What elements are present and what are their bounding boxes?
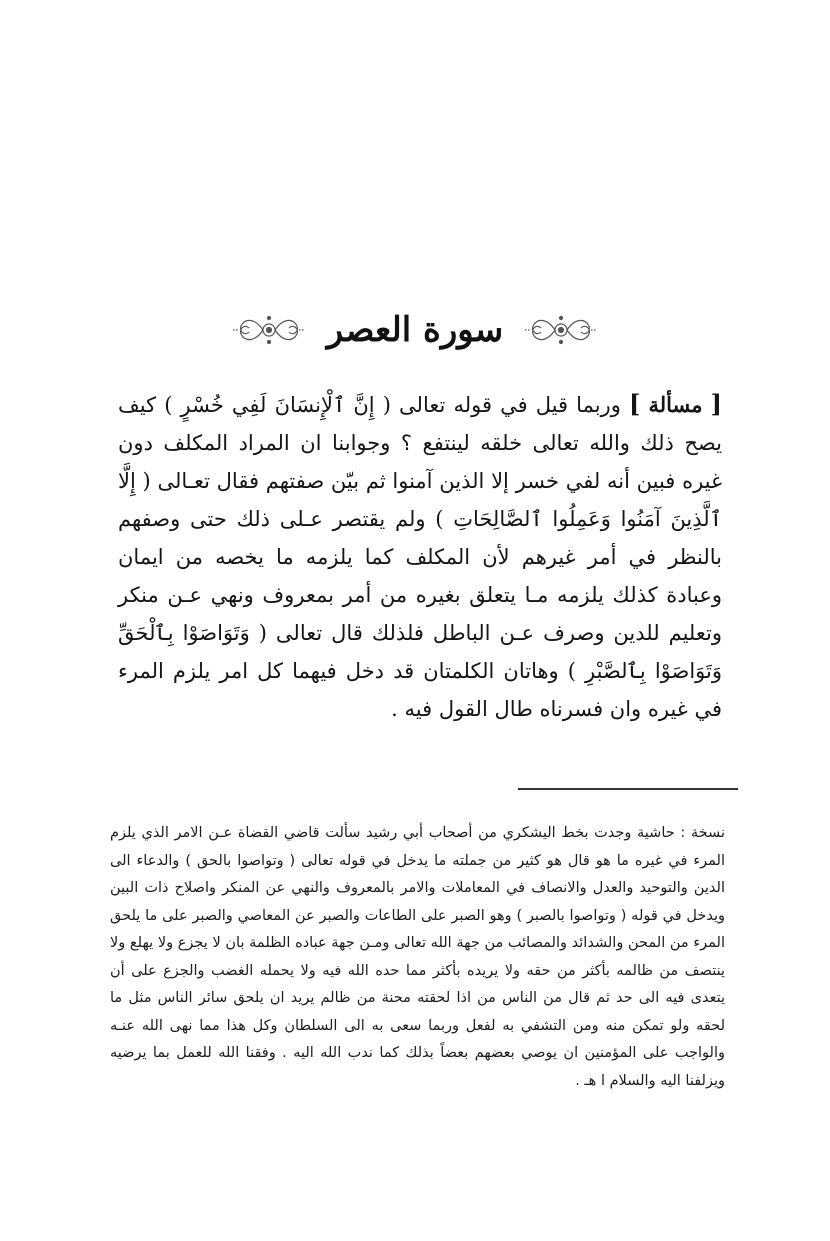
issue-bracket-close: ]: [628, 389, 641, 418]
ornament-right-icon: [521, 310, 601, 350]
issue-bracket-open: [: [710, 389, 722, 418]
ornament-left-icon: [229, 310, 309, 350]
main-paragraph: [118, 385, 722, 728]
main-body-text: وربما قيل في قوله تعالى ( إِنَّ ٱلْإِنسَانَ لَفِي خُسْرٍ ) كيف يصح ذلك والله تعالى خلقه لينتفع ؟ وجوابنا ان المراد المكلف دون غيره فبين أنه لفي خسر إلا الذين آمنوا ثم بيّن صفتهم فقال تعـالى ( إِلَّا ٱلَّذِينَ آمَنُوا وَعَمِلُوا ٱلصَّالِحَاتِ ) ولم يقتصر عـلى ذلك حتى وصفهم بالنظر في أمر غيرهم لأن المكلف كما يلزمه ما يخصه من ايمان وعبادة كذلك يلزمه مـا يتعلق بغيره من أمر بمعروف ونهي عـن منكر وتعليم للدين وصرف عـن الباطل فلذلك قال تعالى ( وَتَوَاصَوْا بِٱلْحَقِّ وَتَوَاصَوْا بِٱلصَّبْرِ ) وهاتان الكلمتان قد دخل فيهما كل امر يلزم المرء في غيره وان فسرناه طال القول فيه .: [118, 393, 722, 721]
footnote-separator: [518, 788, 738, 790]
surah-header: [0, 300, 830, 360]
footnote: نسخة : حاشية وجدت بخط اليشكري من أصحاب أبي رشيد سألت قاضي القضاة عـن الامر الذي يلزم المرء في غيره ما هو قال هو كثير من جملته ما يدخل في قوله تعالى ( وتواصوا بالحق ) والدعاء الى الدين والتوحيد والعدل والانصاف في المعاملات والامر بالمعروف والنهي عن المنكر واصلاح ذات البين ويدخل في قوله ( وتواصوا بالصبر ) وهو الصبر على الطاعات والصبر عن المعاصي والصبر على ما يلحق المرء من المحن والشدائد والمصائب من جهة الله تعالى ومـن جهة عباده الظلمة بان لا يجزع ولا يهلع ولا ينتصف من ظالمه بأكثر من حقه ولا يريده بأكثر مما حده الله فيه ولا يحمله الغضب والجزع على أن يتعدى فيه الى حد ثم قال من الناس من اذا لحقته محنة من ظالم يريد ان يلحق سائر الناس مثل ما لحقه ولو تمكن منه ومن التشفي به لفعل وربما سعى به الى السلطان وكل هذا مما نهى الله عنـه والواجب على المؤمنين ان يوصي بعضهم بعضاً بذلك كما ندب الله اليه . وفقنا الله للعمل بما يرضيه ويزلفنا اليه والسلام ا هـ .: [110, 825, 725, 1089]
issue-label: مسألة: [648, 392, 703, 417]
surah-title: سورة العصر: [326, 310, 504, 350]
